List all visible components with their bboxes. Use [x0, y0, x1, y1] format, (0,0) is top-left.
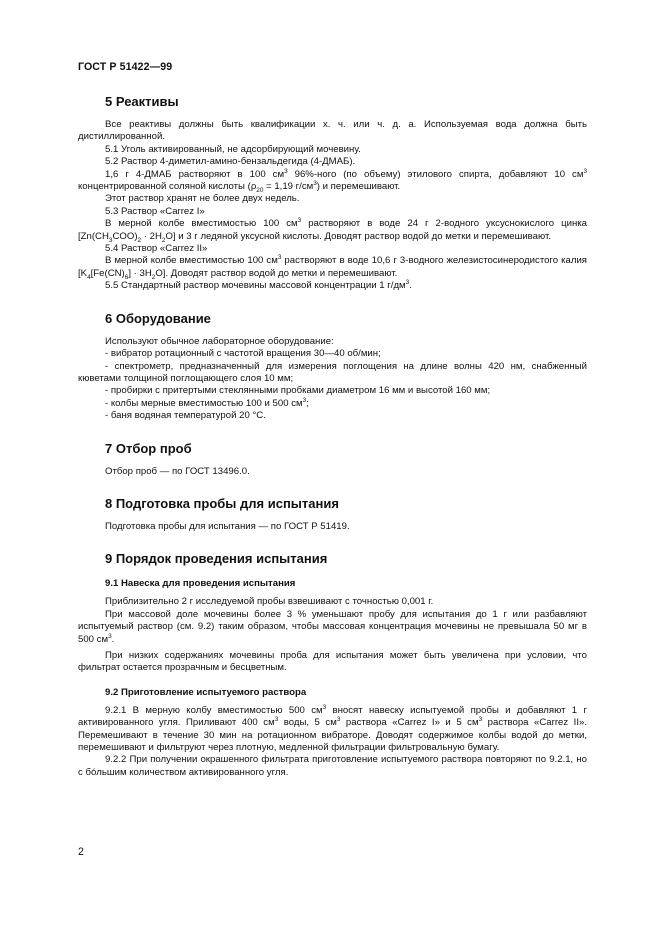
list-item: - пробирки с притертыми стеклянными пробками диаметром 16 мм и высотой 160 мм;: [105, 385, 491, 397]
paragraph: 5.3 Раствор «Carrez I»: [105, 205, 205, 217]
paragraph: Подготовка пробы для испытания — по ГОСТ Р 51419.: [105, 520, 350, 532]
subsection-9-2-title: 9.2 Приготовление испытуемого раствора: [105, 686, 307, 698]
paragraph: В мерной колбе вместимостью 100 $см^3$ растворяют в воде 24 г 2-водного уксуснокислого цинка $[Zn(CH_3COO)_2 \cdot 2H_2O]$ и 3 г ледяной уксусной кислоты. Доводят раствор водой до метки и перемешивают.: [78, 217, 588, 244]
document-body: [78, 94, 587, 779]
page-number: 2: [78, 846, 84, 858]
section-8-title: 8 Подготовка пробы для испытания: [105, 495, 339, 511]
paragraph: 1,6 г 4-ДМАБ растворяют в 100 $см^3$ 96%-ного (по объему) этилового спирта, добавляют 10 $см^3$ концентрированной соляной кислоты ($\rho_{20} = 1,19$ $г/см^3$) и перемешивают.: [78, 167, 587, 194]
paragraph: 5.4 Раствор «Carrez II»: [105, 243, 208, 255]
list-item: - колбы мерные вместимостью 100 и 500 $см^3$;: [105, 396, 309, 409]
list-item: - спектрометр, предназначенный для измерения поглощения на длине волны 420 нм, снабженный кюветами толщиной поглощающего слоя 10 мм;: [78, 360, 587, 384]
paragraph: 9.2.1 В мерную колбу вместимостью 500 $см^3$ вносят навеску испытуемой пробы и добавляют 1 г активированного угля. Приливают 400 $см^3$ воды, 5 $см^3$ раствора «Carrez I» и 5 $см^3$ раствора «Carrez II». Перемешивают в течение 30 мин на ротационном вибраторе. Доводят содержимое колбы водой до метки, перемешивают и фильтруют через плотную, медленной фильтрации фильтровальную бумагу.: [78, 703, 587, 753]
paragraph: 5.2 Раствор 4-диметил-амино-бензальдегида (4-ДМАБ).: [105, 156, 356, 168]
paragraph: 9.2.2 При получении окрашенного фильтрата приготовление испытуемого раствора повторяют по 9.2.1, но с бóльшим количеством активированного угля.: [78, 754, 587, 778]
paragraph: 5.1 Уголь активированный, не адсорбирующий мочевину.: [105, 143, 361, 155]
paragraph: При массовой доле мочевины более 3 % уменьшают пробу для испытания до 1 г или разбавляют испытуемый раствор (см. 9.2) таким образом, чтобы массовая концентрация мочевины не превышала 50 мг в 500 $см^3$.: [78, 608, 587, 645]
paragraph: Отбор проб — по ГОСТ 13496.0.: [105, 465, 250, 477]
section-6-title: 6 Оборудование: [105, 310, 211, 326]
paragraph: 5.5 Стандартный раствор мочевины массовой концентрации 1 $г/дм^3$.: [105, 279, 412, 292]
paragraph: Все реактивы должны быть квалификации х. ч. или ч. д. а. Используемая вода должна быть дистиллированной.: [78, 119, 587, 143]
paragraph: Этот раствор хранят не более двух недель.: [105, 193, 300, 205]
section-9-title: 9 Порядок проведения испытания: [105, 551, 328, 567]
section-7-title: 7 Отбор проб: [105, 440, 192, 456]
list-item: - вибратор ротационный с частотой вращения 30—40 об/мин;: [105, 348, 381, 360]
paragraph: В мерной колбе вместимостью 100 $см^3$ растворяют в воде 10,6 г 3-водного железистосинеродистого калия $[K_4[Fe(CN)_6] \cdot 3H_2O]$. Доводят раствор водой до метки и перемешивают.: [78, 254, 587, 281]
document-header: ГОСТ Р 51422—99: [78, 61, 173, 73]
subsection-9-1-title: 9.1 Навеска для проведения испытания: [105, 578, 296, 590]
paragraph: При низких содержаниях мочевины проба для испытания может быть увеличена при условии, что фильтрат остается прозрачным и бесцветным.: [78, 649, 587, 674]
paragraph: Используют обычное лабораторное оборудование:: [105, 335, 334, 347]
paragraph: Приблизительно 2 г исследуемой пробы взвешивают с точностью 0,001 г.: [105, 596, 434, 608]
list-item: - баня водяная температурой 20 °С.: [105, 410, 266, 422]
section-5-title: 5 Реактивы: [105, 94, 179, 109]
